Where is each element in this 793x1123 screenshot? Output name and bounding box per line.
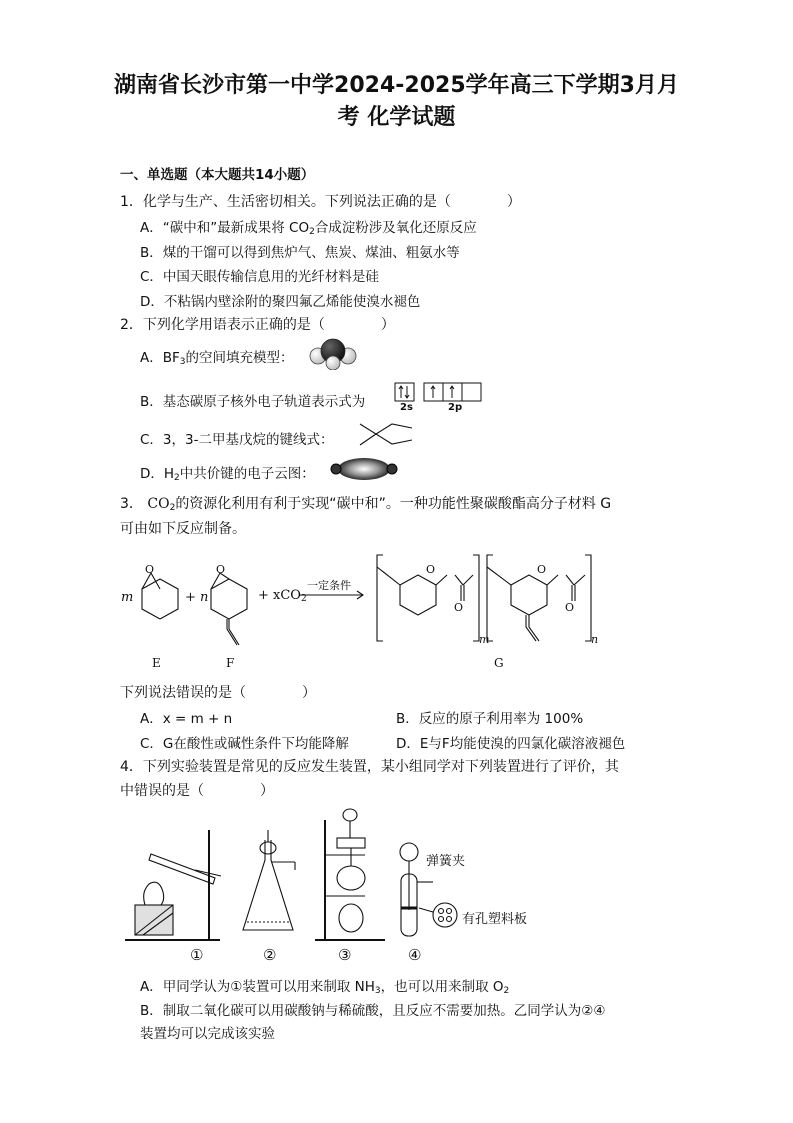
svg-text:O: O xyxy=(565,601,575,614)
svg-text:O: O xyxy=(454,601,464,614)
question-2-option-b: B．基态碳原子核外电子轨道表示式为 xyxy=(140,394,366,410)
label-porous-plate: 有孔塑料板 xyxy=(462,912,528,927)
subscript-n: n xyxy=(591,633,599,646)
apparatus-label-1: ① xyxy=(190,946,204,964)
apparatus-label-2: ② xyxy=(263,946,277,964)
question-4-option-b-line2: 装置均可以完成该实验 xyxy=(140,1026,275,1042)
question-1-option-c: C．中国天眼传输信息用的光纤材料是硅 xyxy=(140,269,379,285)
question-3-stem-line1: 3． $CO_2$的资源化利用有利于实现“碳中和”。一种功能性聚碳酸酯高分子材料 G xyxy=(120,496,612,513)
question-3-prompt: 下列说法错误的是（ ） xyxy=(120,685,316,701)
orbital-label-2s: 2s xyxy=(400,402,413,413)
label-spring-clip: 弹簧夹 xyxy=(426,854,466,869)
page-title-line2: 考 化学试题 xyxy=(337,105,456,130)
question-3-option-a: A．x = m + n xyxy=(140,711,233,727)
question-4-stem-line2: 中错误的是（ ） xyxy=(120,783,274,799)
svg-text:O: O xyxy=(426,563,436,576)
electron-cloud-icon xyxy=(328,456,400,482)
bf3-space-filling-model-icon xyxy=(308,336,358,370)
question-2-option-c: C．3，3-二甲基戊烷的键线式： xyxy=(140,432,334,448)
subscript-m: m xyxy=(479,633,490,646)
label-e: E xyxy=(152,656,161,670)
reaction-condition: 一定条件 xyxy=(307,579,351,592)
orbital-label-2p: 2p xyxy=(448,402,463,413)
question-2-stem: 2．下列化学用语表示正确的是（ ） xyxy=(120,317,395,333)
question-3-option-d: D．E与F均能使溴的四氯化碳溶液褪色 xyxy=(396,736,626,752)
question-1-stem: 1．化学与生产、生活密切相关。下列说法正确的是（ ） xyxy=(120,194,521,210)
question-2-option-a: A．$BF_3$的空间填充模型： xyxy=(140,350,294,367)
section-heading: 一、单选题（本大题共14小题） xyxy=(120,167,315,183)
question-1-option-b: B．煤的干馏可以得到焦炉气、焦炭、煤油、粗氨水等 xyxy=(140,245,460,261)
apparatus-label-3: ③ xyxy=(338,946,352,964)
label-f: F xyxy=(226,656,235,670)
question-4-option-b-line1: B．制取二氧化碳可以用碳酸钠与稀硫酸，且反应不需要加热。乙同学认为②④ xyxy=(140,1003,606,1019)
svg-text:O: O xyxy=(537,563,547,576)
reaction-coefficient-m: m xyxy=(121,590,134,605)
question-4-option-a: A．甲同学认为①装置可以用来制取 $NH_3$，也可以用来制取 $O_2$ xyxy=(140,979,510,996)
reaction-coefficient-n: + n xyxy=(185,590,209,605)
question-3-option-c: C．G在酸性或碱性条件下均能降解 xyxy=(140,736,349,752)
apparatus-label-4: ④ xyxy=(408,946,422,964)
question-4-stem-line1: 4．下列实验装置是常见的反应发生装置，某小组同学对下列装置进行了评价，其 xyxy=(120,759,619,775)
svg-text:O: O xyxy=(145,563,155,576)
question-3-option-b: B．反应的原子利用率为 100% xyxy=(396,711,584,727)
reaction-reagent-co2: + xCO$_2$ xyxy=(258,588,307,604)
question-3-stem-line2: 可由如下反应制备。 xyxy=(120,521,246,537)
skeletal-formula-icon xyxy=(356,420,416,448)
question-1-option-a: A．“碳中和”最新成果将 $CO_2$合成淀粉涉及氧化还原反应 xyxy=(140,220,477,237)
label-g: G xyxy=(494,656,504,670)
question-2-option-d: D．$H_2$中共价键的电子云图： xyxy=(140,466,315,483)
polycarbonate-reaction-scheme xyxy=(115,545,605,675)
page-title: 湖南省长沙市第一中学2024-2025学年高三下学期3月月 xyxy=(114,73,679,98)
question-1-option-d: D．不粘锅内壁涂附的聚四氟乙烯能使溴水褪色 xyxy=(140,294,421,310)
svg-text:O: O xyxy=(216,563,226,576)
